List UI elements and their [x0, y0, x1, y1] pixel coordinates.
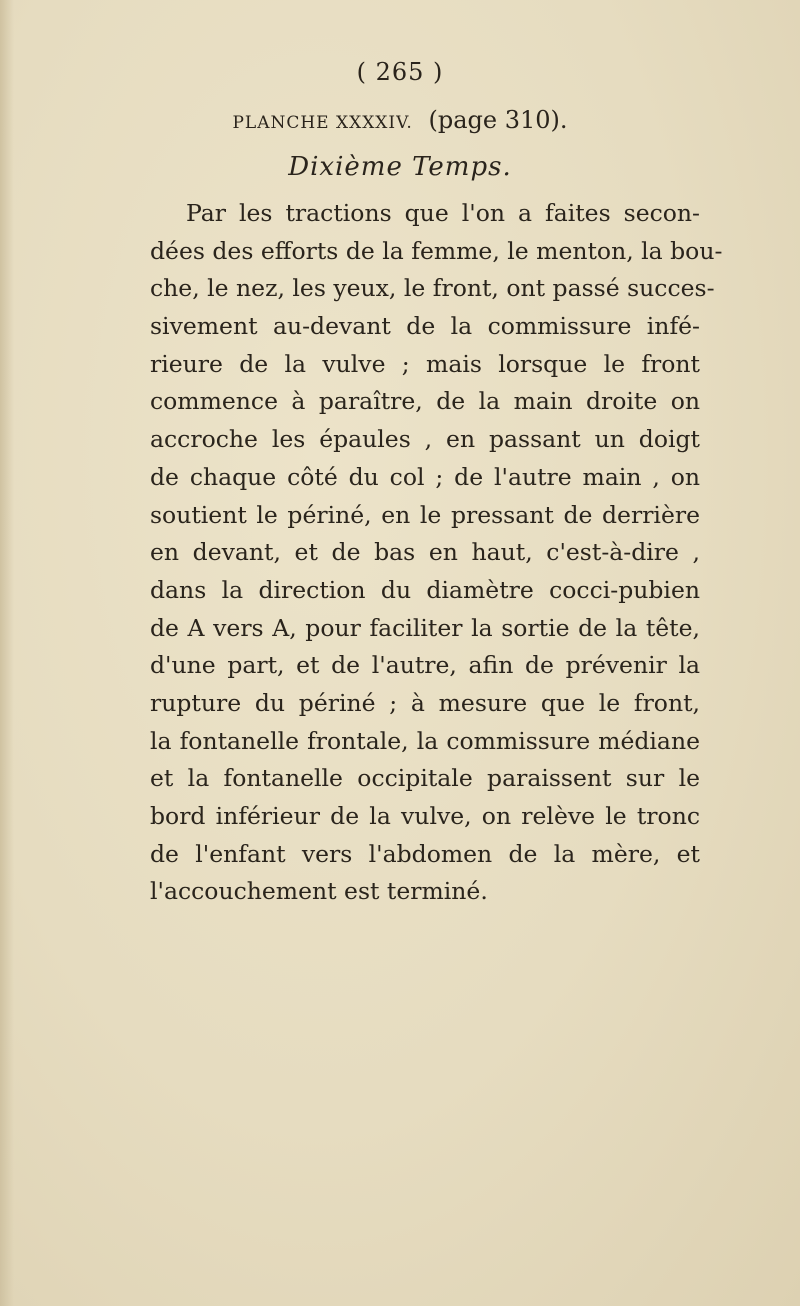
- page-number: ( 265 ): [356, 58, 444, 86]
- text-line: l'accouchement est terminé.: [150, 877, 488, 906]
- plate-label: PLANCHE XXXXIV.: [232, 113, 413, 133]
- text-line: de A vers A, pour faciliter la sortie de la tête,: [150, 613, 700, 642]
- text-line: commence à paraître, de la main droite on: [150, 387, 700, 416]
- page-reference: (page 310).: [428, 106, 568, 134]
- page-gutter-shadow: [0, 0, 14, 1306]
- section-title: Dixième Temps.: [288, 152, 512, 182]
- text-line: Par les tractions que l'on a faites secon-: [186, 199, 700, 227]
- text-line: de l'enfant vers l'abdomen de la mère, et: [150, 839, 700, 868]
- text-line: et la fontanelle occipitale paraissent sur le: [150, 764, 700, 793]
- text-line: accroche les épaules , en passant un doigt: [150, 425, 700, 454]
- text-line: la fontanelle frontale, la commissure médiane: [150, 726, 700, 755]
- body-paragraph: [150, 195, 723, 911]
- text-line: en devant, et de bas en haut, c'est-à-dire ,: [150, 538, 700, 567]
- text-line: rieure de la vulve ; mais lorsque le front: [150, 349, 700, 378]
- text-line: soutient le périné, en le pressant de derrière: [150, 500, 700, 529]
- plate-header: [0, 106, 800, 134]
- text-line: bord inférieur de la vulve, on relève le tronc: [150, 802, 700, 830]
- text-line: che, le nez, les yeux, le front, ont passé succes-: [150, 274, 715, 303]
- text-line: d'une part, et de l'autre, afin de prévenir la: [150, 651, 700, 680]
- text-line: de chaque côté du col ; de l'autre main , on: [150, 462, 700, 491]
- text-line: rupture du périné ; à mesure que le front,: [150, 688, 700, 717]
- text-line: sivement au-devant de la commissure infé-: [150, 312, 700, 341]
- text-line: dans la direction du diamètre cocci-pubien: [150, 575, 700, 604]
- text-line: dées des efforts de la femme, le menton, la bou-: [150, 236, 723, 265]
